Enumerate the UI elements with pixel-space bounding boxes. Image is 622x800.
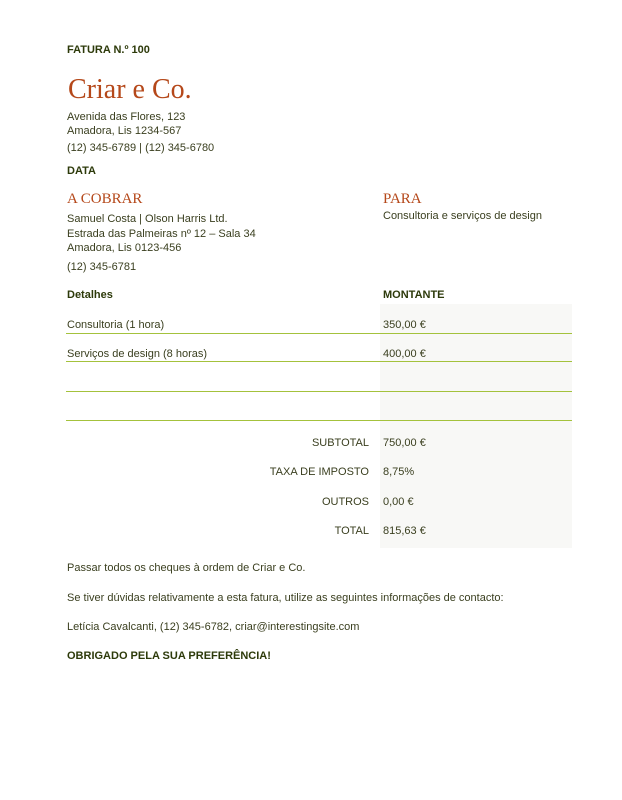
table-row-details: Consultoria (1 hora) [67,319,165,331]
subtotal-value: 750,00 € [383,437,426,449]
other-value: 0,00 € [383,496,414,508]
company-address-line1: Avenida das Flores, 123 [67,111,186,123]
tax-rate-value: 8,75% [383,466,415,478]
bill-to-address-line1: Estrada das Palmeiras nº 12 – Sala 34 [67,228,256,240]
total-label: TOTAL [334,525,369,537]
for-heading: PARA [383,191,422,207]
bill-to-phone: (12) 345-6781 [67,261,137,273]
table-header-amount: MONTANTE [383,289,445,301]
table-row-divider [66,333,572,334]
bill-to-address-line2: Amadora, Lis 0123-456 [67,242,182,254]
contact-info: Letícia Cavalcanti, (12) 345-6782, criar@interestingsite.com [67,621,360,633]
other-label: OUTROS [321,496,369,508]
table-row-details: Serviços de design (8 horas) [67,348,208,360]
table-row-divider [66,391,572,392]
payment-instructions: Passar todos os cheques à ordem de Criar e Co. [67,562,306,574]
company-phones: (12) 345-6789 | (12) 345-6780 [67,142,215,154]
subtotal-label: SUBTOTAL [311,437,369,449]
tax-rate-label: TAXA DE IMPOSTO [269,466,369,478]
table-row-divider [66,361,572,362]
table-row-amount: 350,00 € [383,319,426,331]
invoice-number: FATURA N.º 100 [67,44,150,56]
amount-column-shade [380,304,572,548]
thank-you-message: OBRIGADO PELA SUA PREFERÊNCIA! [67,650,271,662]
bill-to-name: Samuel Costa | Olson Harris Ltd. [67,213,228,225]
date-label: DATA [67,165,96,177]
table-header-details: Detalhes [67,289,113,301]
questions-note: Se tiver dúvidas relativamente a esta fatura, utilize as seguintes informações de contacto: [67,592,504,604]
company-name: Criar e Co. [68,74,192,105]
company-address-line2: Amadora, Lis 1234-567 [67,125,182,137]
bill-to-heading: A COBRAR [67,191,143,207]
table-row-amount: 400,00 € [383,348,426,360]
table-row-divider [66,420,572,421]
for-description: Consultoria e serviços de design [383,210,542,222]
total-value: 815,63 € [383,525,426,537]
